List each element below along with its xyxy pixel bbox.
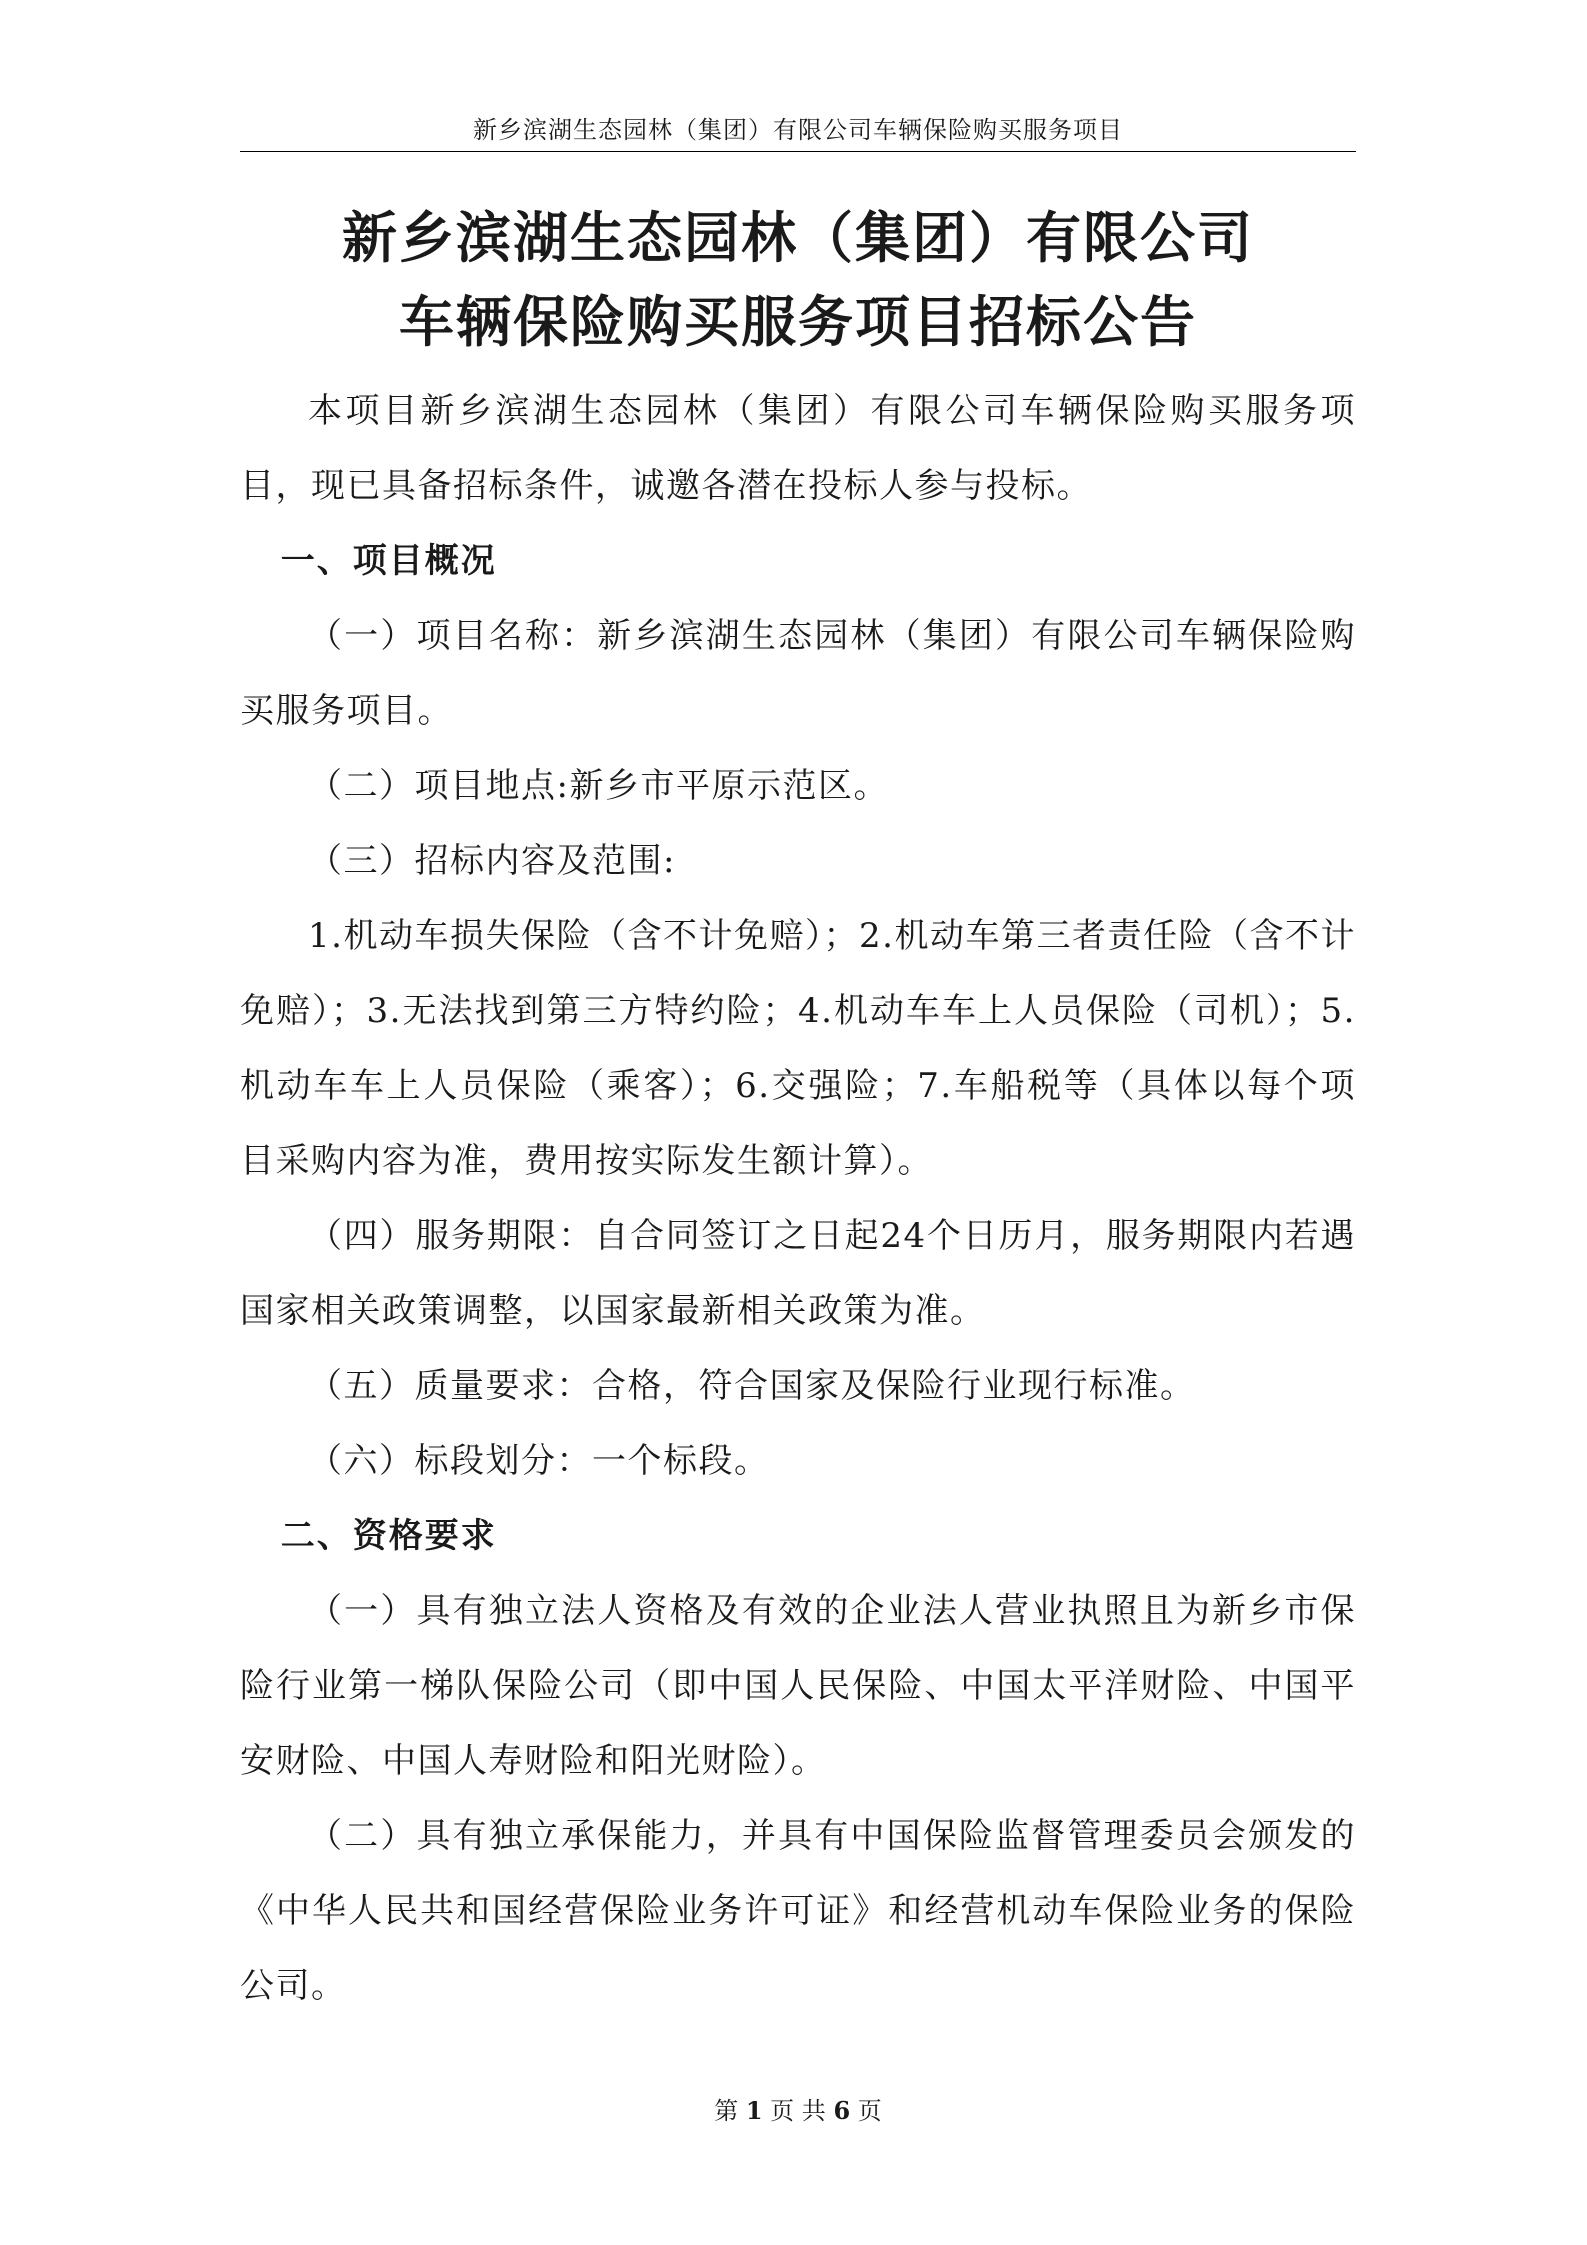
paragraph-project-location: （二）项目地点:新乡市平原示范区。 xyxy=(308,766,889,806)
paragraph-quality-requirement: （五）质量要求：合格，符合国家及保险行业现行标准。 xyxy=(308,1366,1196,1406)
paragraph-project-name: （一）项目名称：新乡滨湖生态园林（集团）有限公司车辆保险购买服务项目。 xyxy=(240,616,1356,731)
section-heading-project-overview: 一、项目概况 xyxy=(280,541,497,581)
footer-prefix: 第 xyxy=(714,2097,739,2125)
header-divider xyxy=(240,151,1356,152)
title-line-2: 车辆保险购买服务项目招标公告 xyxy=(398,290,1197,354)
document-title xyxy=(240,196,1356,364)
paragraph-qualification-2: （二）具有独立承保能力，并具有中国保险监督管理委员会颁发的《中华人民共和国经营保险业务许可证》和经营机动车保险业务的保险公司。 xyxy=(240,1816,1356,2006)
page-number-footer xyxy=(240,2096,1356,2126)
footer-suffix: 页 xyxy=(857,2097,882,2125)
footer-total-pages: 6 xyxy=(833,2096,851,2125)
paragraph-qualification-1: （一）具有独立法人资格及有效的企业法人营业执照且为新乡市保险行业第一梯队保险公司（即中国人民保险、中国太平洋财险、中国平安财险、中国人寿财险和阳光财险）。 xyxy=(240,1591,1356,1781)
document-body xyxy=(240,374,1356,2024)
footer-current-page: 1 xyxy=(745,2096,763,2125)
intro-paragraph: 本项目新乡滨湖生态园林（集团）有限公司车辆保险购买服务项目，现已具备招标条件，诚邀各潜在投标人参与投标。 xyxy=(240,391,1356,506)
footer-middle: 页 共 xyxy=(770,2097,826,2125)
paragraph-scope-list: 1.机动车损失保险（含不计免赔）；2.机动车第三者责任险（含不计免赔）；3.无法找到第三方特约险；4.机动车车上人员保险（司机）；5.机动车车上人员保险（乘客）；6.交强险；7.车船税等（具体以每个项目采购内容为准，费用按实际发生额计算）。 xyxy=(240,916,1356,1181)
section-heading-qualification: 二、资格要求 xyxy=(280,1516,497,1556)
title-line-1: 新乡滨湖生态园林（集团）有限公司 xyxy=(341,206,1254,270)
paragraph-lot-division: （六）标段划分：一个标段。 xyxy=(308,1441,770,1481)
paragraph-scope-heading: （三）招标内容及范围: xyxy=(308,841,676,881)
running-header: 新乡滨湖生态园林（集团）有限公司车辆保险购买服务项目 xyxy=(473,116,1123,144)
paragraph-service-period: （四）服务期限：自合同签订之日起24个日历月，服务期限内若遇国家相关政策调整，以国家最新相关政策为准。 xyxy=(240,1216,1356,1331)
